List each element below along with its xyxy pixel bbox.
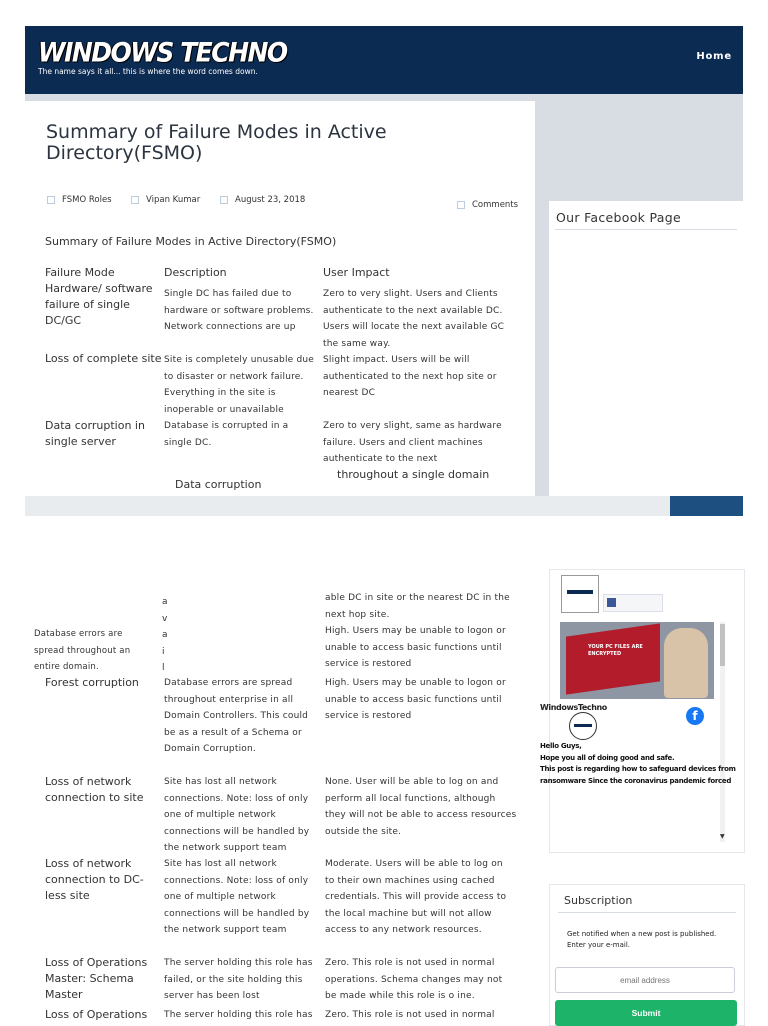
row-mode: Forest corruption: [45, 676, 139, 689]
row-impact: Zero. This role is not used in normal operations. Schema changes may not be made while this role is o ine.: [325, 958, 503, 1001]
site-logo[interactable]: WINDOWS TECHNO: [38, 37, 287, 68]
row-impact: Zero to very slight, same as hardware failure. Users and client machines authenticate to the next: [323, 421, 502, 464]
letter: l: [162, 663, 165, 673]
fb-page-name[interactable]: WindowsTechno: [540, 703, 607, 712]
row-description: The server holding this role has: [164, 1010, 313, 1020]
row-impact: Moderate. Users will be able to log on to their own machines using cached credentials. This will provide access to the local machine but will not allow access to any network resources.: [325, 859, 507, 935]
subscription-description: Get notified when a new post is published. Enter your e-mail.: [567, 930, 717, 949]
row-description: Site has lost all network connections. Note: loss of only one of multiple network connections will be handled by the network support team: [164, 859, 310, 935]
column-header-impact: User Impact: [323, 266, 390, 279]
row-description: Site is completely unusable due to disaster or network failure. Everything in the site is inoperable or unavailable: [164, 355, 314, 415]
article-card: [25, 101, 535, 496]
row-impact: Zero. This role is not used in normal: [325, 1010, 495, 1020]
letter: a: [162, 597, 168, 607]
meta-comments-label: Comments: [472, 200, 519, 210]
row-description: Site has lost all network connections. Note: loss of only one of multiple network connections will be handled by the network support team: [164, 777, 310, 853]
divider: [555, 229, 737, 230]
row-mode: Loss of Operations: [45, 1008, 148, 1021]
logo-icon: [567, 590, 593, 594]
email-input[interactable]: [555, 967, 735, 993]
meta-comments[interactable]: [457, 200, 518, 210]
article-subtitle: Summary of Failure Modes in Active Directory(FSMO): [45, 235, 337, 248]
scroll-top-tab[interactable]: [670, 496, 743, 516]
subscription-title: Subscription: [564, 894, 633, 907]
meta-category[interactable]: [47, 195, 112, 205]
letter: a: [162, 630, 168, 640]
post-image[interactable]: [560, 622, 714, 699]
subscription-widget: [549, 884, 745, 1026]
row-mode: Hardware/ software failure of single DC/GC: [45, 282, 153, 327]
row-mode: Database errors are spread throughout an entire domain.: [34, 629, 131, 672]
row-impact: High. Users may be unable to logon or unable to access basic functions until service is restored: [325, 626, 506, 669]
row-impact-continued: able DC in site or the nearest DC in the next hop site.: [325, 593, 510, 620]
submit-button[interactable]: Submit: [555, 1000, 737, 1026]
row-mode: Loss of Operations Master: Schema Master: [45, 956, 148, 1001]
column-header-description: Description: [164, 266, 227, 279]
facebook-icon[interactable]: f: [686, 707, 704, 725]
logo-icon: [574, 724, 592, 727]
facebook-icon: [607, 598, 616, 607]
folder-icon: [47, 196, 55, 204]
user-icon: [131, 196, 139, 204]
partial-impact: throughout a single domain: [337, 468, 490, 481]
person-image: [664, 628, 708, 698]
row-impact: High. Users may be unable to logon or unable to access basic functions until service is restored: [325, 678, 506, 721]
site-header: [25, 26, 743, 94]
page-avatar[interactable]: [561, 575, 599, 613]
row-mode: Loss of network connection to DC-less site: [45, 857, 144, 902]
facebook-widget-header: [549, 201, 743, 497]
scroll-down-icon[interactable]: ▼: [720, 833, 725, 840]
letter: i: [162, 646, 165, 657]
meta-author-label: Vipan Kumar: [146, 195, 201, 205]
row-mode: Loss of network connection to site: [45, 775, 144, 804]
like-page-button[interactable]: [603, 594, 663, 612]
scrollbar-thumb[interactable]: [720, 624, 725, 666]
meta-date: [220, 195, 305, 205]
row-mode: Loss of complete site: [45, 352, 162, 365]
row-impact: Slight impact. Users will be will authenticated to the next hop site or nearest DC: [323, 355, 497, 398]
comment-icon: [457, 201, 465, 209]
nav-home-link[interactable]: Home: [696, 51, 732, 62]
facebook-embed[interactable]: [540, 569, 745, 853]
image-text: YOUR PC FILES ARE ENCRYPTED: [588, 644, 643, 657]
row-description: Single DC has failed due to hardware or software problems. Network connections are up: [164, 289, 314, 332]
fb-post-text: Hello Guys, Hope you all of doing good and safe. This post is regarding how to safeguard devices from ransomware Since the coronavirus pandemic forced: [540, 742, 736, 785]
meta-date-label: August 23, 2018: [235, 195, 306, 205]
monitor-screen-image: [566, 623, 660, 694]
fb-avatar[interactable]: [569, 712, 597, 740]
column-header-mode: Failure Mode: [45, 266, 115, 279]
partial-mode: Data corruption: [175, 478, 262, 491]
row-description: Database errors are spread throughout enterprise in all Domain Controllers. This could be as a result of a Schema or Domain Corruption.: [164, 678, 309, 754]
row-description: Database is corrupted in a single DC.: [164, 421, 289, 448]
facebook-section-title: Our Facebook Page: [556, 210, 681, 225]
row-mode: Data corruption in single server: [45, 419, 145, 448]
site-tagline: The name says it all... this is where the word comes down.: [38, 67, 258, 76]
vertical-letters: [162, 594, 168, 677]
content-strip: [25, 496, 743, 516]
scrollbar-track[interactable]: [720, 622, 725, 842]
meta-author[interactable]: [131, 195, 200, 205]
meta-category-label: FSMO Roles: [62, 195, 112, 205]
article-title: Summary of Failure Modes in Active Directory(FSMO): [46, 121, 387, 164]
letter: v: [162, 613, 168, 624]
row-impact: Zero to very slight. Users and Clients authenticate to the next available DC. Users will locate the next available GC the same way.: [323, 289, 505, 349]
calendar-icon: [220, 196, 228, 204]
row-description: The server holding this role has failed, or the site holding this server has been lost: [164, 958, 313, 1001]
divider: [558, 912, 736, 913]
row-impact: None. User will be able to log on and perform all local functions, although they will not be able to access resources outside the site.: [325, 777, 517, 837]
